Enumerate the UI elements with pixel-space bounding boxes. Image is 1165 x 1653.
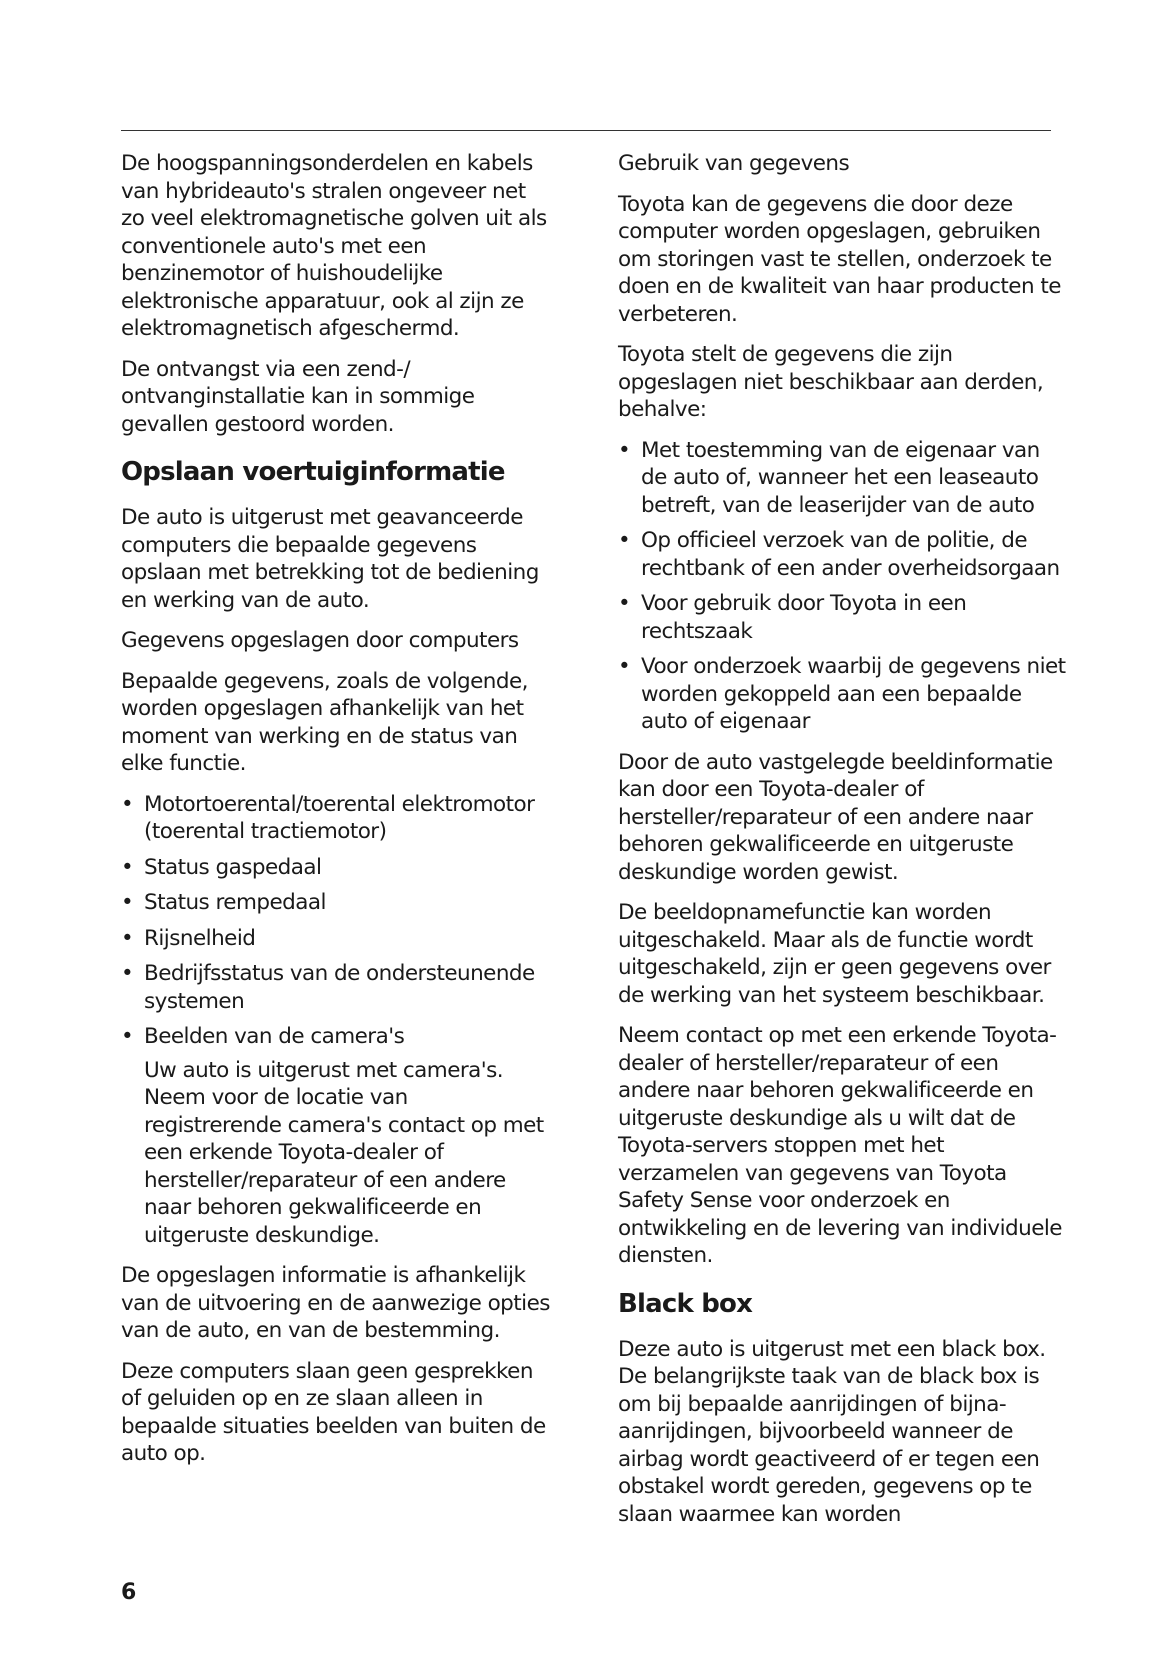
paragraph-contact-dealer: Neem contact op met een erkende Toyota-dealer of hersteller/reparateur of een andere naar behoren gekwalificeerde en uitgeruste deskundige als u wilt dat de Toyota-servers stoppen met het verzamelen van gegevens van Toyota Safety Sense voor onderzoek en ontwikkeling en de levering van individuele diensten. [618, 1023, 1062, 1268]
list-item: • Rijsnelheid [121, 925, 256, 951]
heading-vehicle-info: Opslaan voertuiginformatie [121, 457, 505, 487]
bullet: • [121, 961, 134, 986]
heading-black-box: Black box [618, 1288, 753, 1319]
paragraph-black-box: Deze auto is uitgerust met een black box. De belangrijkste taak van de black box is om bij bepaalde aanrijdingen of bijna-aanrijdingen, bijvoorbeeld wanneer de airbag wordt geactiveerd of er tegen een obstakel wordt gereden, gegevens op te slaan waarmee kan worden [618, 1336, 1046, 1527]
camera-note: Uw auto is uitgerust met camera's. Neem voor de locatie van registrerende camera's contact op met een erkende Toyota-dealer of hersteller/reparateur of een andere naar behoren gekwalificeerde en uitgeruste deskundige. [144, 1057, 544, 1248]
paragraph-options: De opgeslagen informatie is afhankelijk van de uitvoering en de aanwezige opties van de auto, en van de bestemming. [121, 1263, 550, 1343]
exceptions-list [618, 437, 1068, 736]
paragraph-image-erase: Door de auto vastgelegde beeldinformatie kan door een Toyota-dealer of hersteller/reparateur of een andere naar behoren gekwalificeerde en uitgeruste deskundige worden gewist. [618, 749, 1053, 885]
paragraph-stored-data: Gegevens opgeslagen door computers [121, 628, 519, 653]
bullet: • [121, 854, 134, 880]
list-item: • Beelden van de camera's Uw auto is uitgerust met camera's. Neem voor de locatie van registrerende camera's contact op met een erkende Toyota-dealer of hersteller/reparateur of een andere naar behoren gekwalificeerde en uitgeruste deskundige. [121, 1023, 551, 1249]
left-column [121, 150, 551, 1481]
paragraph-no-conversations: Deze computers slaan geen gesprekken of geluiden op en ze slaan alleen in bepaalde situaties beelden van buiten de auto op. [121, 1358, 546, 1466]
list-item: • Voor onderzoek waarbij de gegevens niet worden gekoppeld aan een bepaalde auto of eigenaar [618, 654, 1066, 734]
bullet: • [121, 791, 134, 817]
paragraph-data-use: Gebruik van gegevens [618, 151, 850, 176]
bullet: • [121, 890, 134, 915]
list-item: • Op officieel verzoek van de politie, de rechtbank of een ander overheidsorgaan [618, 528, 1060, 581]
list-item: • Voor gebruik door Toyota in een rechtszaak [618, 591, 967, 644]
paragraph-toyota-use: Toyota kan de gegevens die door deze computer worden opgeslagen, gebruiken om storingen vast te stellen, onderzoek te doen en de kwaliteit van haar producten te verbeteren. [618, 191, 1061, 327]
list-item: • Met toestemming van de eigenaar van de auto of, wanneer het een leaseauto betreft, van de leaserijder van de auto [618, 437, 1040, 518]
bullet: • [121, 925, 134, 951]
bullet: • [618, 528, 631, 553]
stored-data-list [121, 791, 551, 1250]
paragraph-third-parties: Toyota stelt de gegevens die zijn opgeslagen niet beschikbaar aan derden, behalve: [618, 342, 1044, 422]
paragraph-emission: De hoogspanningsonderdelen en kabels van hybrideauto's stralen ongeveer net zo veel elektromagnetische golven uit als conventionele auto's met een benzinemotor of huishoudelijke elektronische apparatuur, ook al zijn ze elektromagnetisch afgeschermd. [121, 151, 547, 341]
list-item: • Bedrijfsstatus van de ondersteunende systemen [121, 961, 535, 1014]
paragraph-certain-data: Bepaalde gegevens, zoals de volgende, worden opgeslagen afhankelijk van het moment van werking en de status van elke functie. [121, 668, 528, 776]
list-item: • Status gaspedaal [121, 854, 322, 880]
page-number: 6 [121, 1580, 137, 1605]
list-item: • Status rempedaal [121, 890, 326, 915]
top-rule [121, 130, 1051, 131]
list-item: • Motortoerental/toerental elektromotor (toerental tractiemotor) [121, 791, 535, 844]
bullet: • [618, 437, 631, 463]
right-column [618, 150, 1068, 1541]
bullet: • [618, 654, 631, 679]
paragraph-reception: De ontvangst via een zend-/ ontvanginstallatie kan in sommige gevallen gestoord worden. [121, 356, 475, 437]
bullet: • [121, 1024, 134, 1049]
bullet: • [618, 591, 631, 616]
paragraph-computers: De auto is uitgerust met geavanceerde computers die bepaalde gegevens opslaan met betrekking tot de bediening en werking van de auto. [121, 505, 539, 613]
paragraph-disable-recording: De beeldopnamefunctie kan worden uitgeschakeld. Maar als de functie wordt uitgeschakeld, zijn er geen gegevens over de werking van het systeem beschikbaar. [618, 900, 1051, 1008]
